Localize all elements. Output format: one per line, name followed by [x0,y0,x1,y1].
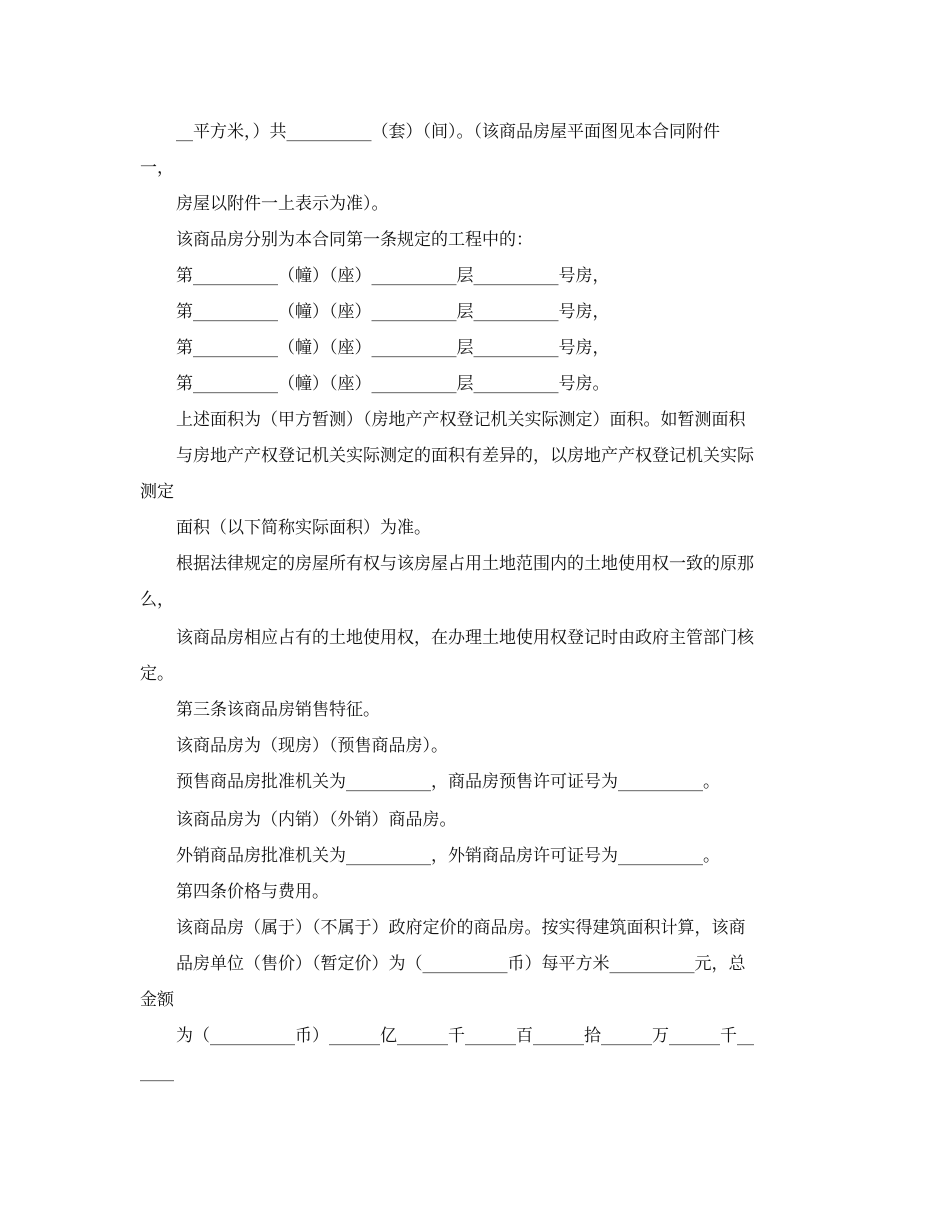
text-line-6: 第__________（幢）（座）__________层__________号房， [176,302,610,322]
text-line-22: 第四条价格与费用。 [176,882,329,902]
text-line-14: 么， [140,590,174,610]
text-line-12: 面积（以下简称实际面积）为准。 [176,518,431,538]
text-line-25: 金额 [140,990,174,1010]
text-line-11: 测定 [140,482,174,502]
text-line-19: 预售商品房批准机关为__________，商品房预售许可证号为__________。 [176,772,720,792]
text-line-26: 为（__________币）______亿______千______百______拾______万______千__ [176,1026,754,1046]
text-line-9: 上述面积为（甲方暂测）（房地产产权登记机关实际测定）面积。如暂测面积 [176,410,746,430]
text-line-2: 一， [140,158,174,178]
text-line-3: 房屋以附件一上表示为准）。 [176,194,389,214]
text-line-15: 该商品房相应占有的土地使用权，在办理土地使用权登记时由政府主管部门核 [176,628,754,648]
text-line-4: 该商品房分别为本合同第一条规定的工程中的： [176,230,533,250]
text-line-17: 第三条该商品房销售特征。 [176,700,380,720]
text-line-13: 根据法律规定的房屋所有权与该房屋占用土地范围内的土地使用权一致的原那 [176,554,754,574]
text-line-5: 第__________（幢）（座）__________层__________号房， [176,266,610,286]
text-line-27: ____ [140,1062,174,1082]
text-line-10: 与房地产产权登记机关实际测定的面积有差异的，以房地产产权登记机关实际 [176,446,754,466]
text-line-7: 第__________（幢）（座）__________层__________号房， [176,338,610,358]
text-line-18: 该商品房为（现房）（预售商品房）。 [176,736,448,756]
text-line-24: 品房单位（售价）（暂定价）为（__________币）每平方米__________元，总 [176,954,746,974]
text-line-23: 该商品房（属于）（不属于）政府定价的商品房。按实得建筑面积计算，该商 [176,918,746,938]
text-line-8: 第__________（幢）（座）__________层__________号房。 [176,374,610,394]
text-line-16: 定。 [140,664,174,684]
text-line-20: 该商品房为（内销）（外销）商品房。 [176,810,457,830]
text-line-1: __平方米，）共__________（套）（间）。（该商品房屋平面图见本合同附件 [176,122,720,142]
text-line-21: 外销商品房批准机关为__________，外销商品房许可证号为__________。 [176,846,720,866]
